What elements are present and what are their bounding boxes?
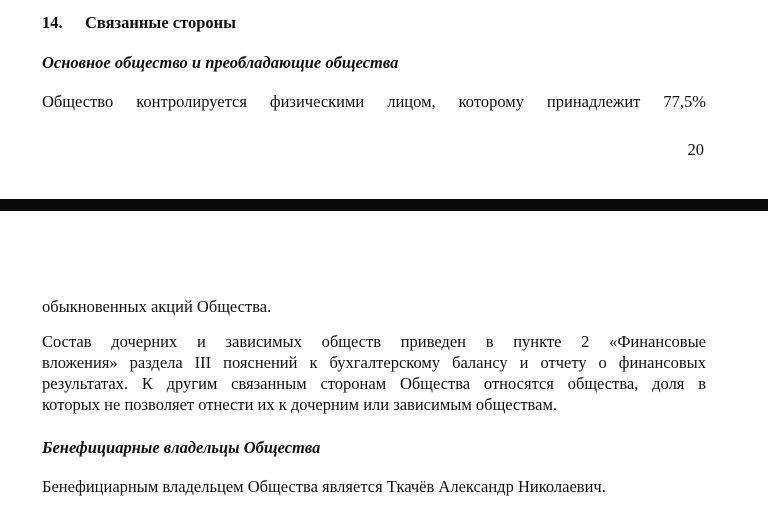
beneficiary-text: Бенефициарным владельцем Общества является Ткачёв Александр Николаевич.	[42, 477, 606, 496]
section-heading	[42, 13, 236, 33]
paragraph-control: Общество контролируется физическими лицом, которому принадлежит 77,5%	[42, 92, 706, 111]
paragraph-line: которых не позволяет отнести их к дочерним или зависимым обществам.	[42, 395, 558, 414]
section-title: Связанные стороны	[85, 13, 237, 32]
page-top-section	[0, 0, 768, 200]
page-break-divider	[0, 199, 768, 211]
paragraph-line: вложения» раздела III пояснений к бухгалтерскому балансу и отчету о финансовых	[42, 353, 706, 372]
paragraph-line: результатах. К другим связанным сторонам Общества относятся общества, доля в	[42, 374, 706, 393]
paragraph-line: Состав дочерних и зависимых обществ приведен в пункте 2 «Финансовые	[42, 332, 706, 351]
subheading-beneficiaries: Бенефициарные владельцы Общества	[42, 438, 321, 457]
section-number: 14.	[42, 13, 63, 32]
paragraph-subsidiaries	[42, 331, 706, 415]
subheading-parent-companies: Основное общество и преобладающие общества	[42, 53, 399, 72]
continuation-text: обыкновенных акций Общества.	[42, 297, 272, 316]
page-number: 20	[687, 140, 704, 159]
